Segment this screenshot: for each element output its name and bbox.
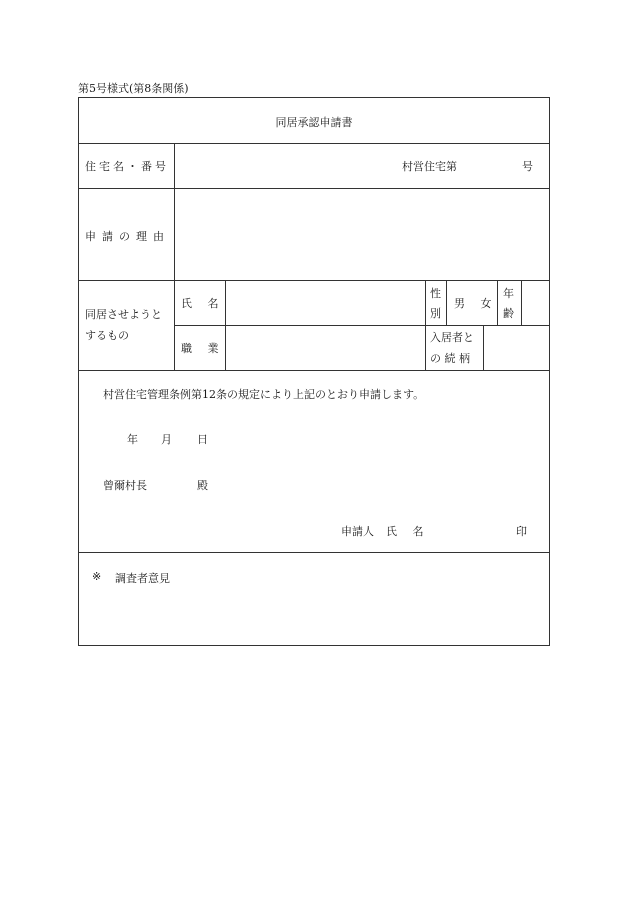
age-label-line2: 齢 <box>503 307 514 320</box>
divider <box>79 188 549 189</box>
honorific: 殿 <box>197 479 208 492</box>
gender-options: 男 女 <box>454 297 498 310</box>
divider <box>79 370 549 371</box>
applicant-name-label: 氏 名 <box>386 525 430 538</box>
reason-label: 申請の理由 <box>85 230 170 243</box>
gender-label-line2: 別 <box>430 307 441 320</box>
form-number-label: 第5号様式(第8条関係) <box>78 82 189 95</box>
relation-label-line2: の 続 柄 <box>430 352 470 365</box>
address-prefix: 村営住宅第 <box>402 160 457 173</box>
seal-mark: 印 <box>516 525 527 538</box>
gender-label-line1: 性 <box>430 287 441 300</box>
age-label-line1: 年 <box>503 287 514 300</box>
divider <box>174 143 175 370</box>
addressee: 曾爾村長 <box>103 479 147 492</box>
divider <box>175 325 549 326</box>
cohabitant-label-line1: 同居させようと <box>85 308 162 321</box>
declaration-statement: 村営住宅管理条例第12条の規定により上記のとおり申請します。 <box>103 388 425 401</box>
relation-label-line1: 入居者と <box>430 331 474 344</box>
divider <box>521 280 522 325</box>
name-label: 氏 名 <box>181 297 225 310</box>
date-month: 月 <box>161 433 172 446</box>
applicant-label: 申請人 <box>341 525 374 538</box>
address-suffix: 号 <box>522 160 533 173</box>
divider <box>483 325 484 370</box>
divider <box>79 280 549 281</box>
divider <box>446 280 447 325</box>
address-label: 住宅名・番号 <box>85 160 169 173</box>
form-title: 同居承認申請書 <box>275 116 353 129</box>
job-label: 職 業 <box>181 342 225 355</box>
note-mark-icon: ※ <box>92 570 102 583</box>
application-form <box>78 97 550 646</box>
divider <box>425 280 426 370</box>
date-day: 日 <box>197 433 208 446</box>
divider <box>225 280 226 370</box>
inspector-opinion-label: 調査者意見 <box>115 572 170 585</box>
date-year: 年 <box>127 433 138 446</box>
divider <box>79 552 549 553</box>
cohabitant-label-line2: するもの <box>85 329 129 342</box>
divider <box>79 143 549 144</box>
